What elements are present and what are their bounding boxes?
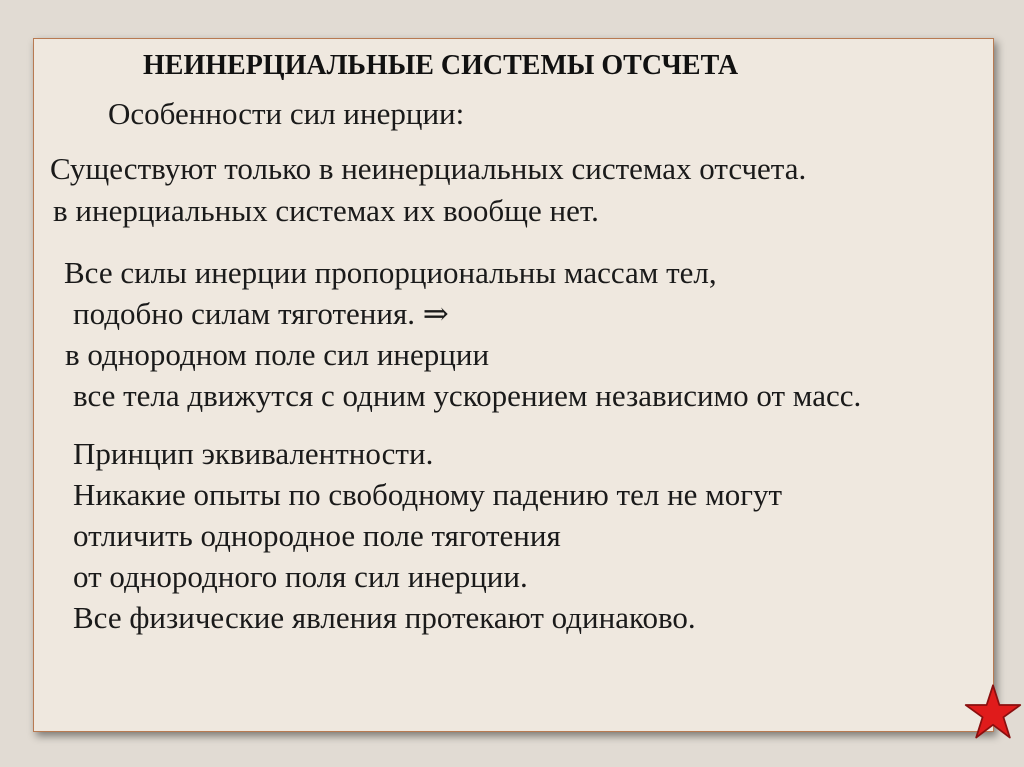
text-line-8: Никакие опыты по свободному падению тел не могут bbox=[73, 477, 783, 512]
text-line-9: отличить однородное поле тяготения bbox=[73, 518, 561, 553]
text-line-5: в однородном поле сил инерции bbox=[65, 337, 490, 372]
red-star-icon[interactable] bbox=[964, 683, 1022, 741]
text-line-11: Все физические явления протекают одинаково. bbox=[73, 600, 696, 635]
text-line-7: Принцип эквивалентности. bbox=[73, 436, 434, 471]
text-line-1: Существуют только в неинерциальных системах отсчета. bbox=[50, 151, 807, 186]
text-line-3: Все силы инерции пропорциональны массам тел, bbox=[64, 255, 717, 290]
text-line-2: в инерциальных системах их вообще нет. bbox=[53, 193, 599, 228]
slide-title: НЕИНЕРЦИАЛЬНЫЕ СИСТЕМЫ ОТСЧЕТА bbox=[143, 50, 739, 81]
text-line-10: от однородного поля сил инерции. bbox=[73, 559, 528, 594]
text-line-6: все тела движутся с одним ускорением независимо от масс. bbox=[73, 378, 862, 413]
subtitle: Особенности сил инерции: bbox=[108, 96, 465, 131]
text-line-4: подобно силам тяготения. ⇒ bbox=[73, 296, 449, 331]
